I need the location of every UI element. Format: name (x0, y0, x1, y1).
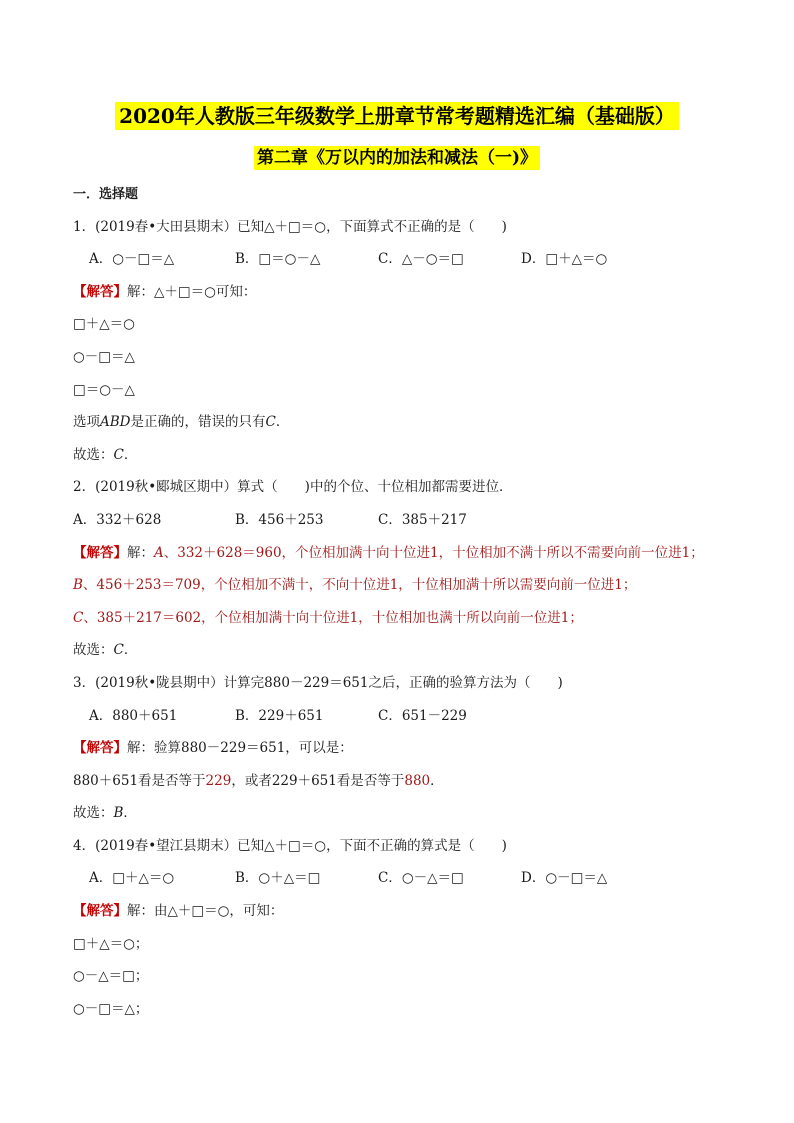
q1-conclusion-abd: ABD (100, 414, 131, 431)
q1-pick-value: C (113, 446, 124, 463)
q1-conclusion-pre: 选项 (73, 414, 100, 431)
q3-stem: 3．(2019秋•陇县期中）计算完880－229＝651之后，正确的验算方法为（ ) (73, 674, 563, 691)
q4-option-d: D．○－□＝△ (521, 870, 608, 887)
q1-step-2: ○－□＝△ (73, 348, 135, 365)
q3-option-b: B．229＋651 (235, 707, 324, 724)
q1-option-d: D．□＋△＝○ (521, 251, 608, 268)
q4-step-1: □＋△＝○； (73, 935, 149, 952)
q2-option-b: B．456＋253 (235, 511, 324, 528)
q2-option-c: C．385＋217 (378, 511, 467, 528)
q1-option-a: A．○－□＝△ (89, 251, 175, 268)
q2-line-c: 、385＋217＝602，个位相加满十向十位进1，十位相加也满十所以向前一位进1； (83, 609, 583, 626)
answer-label: 【解答】 (73, 283, 127, 300)
answer-label: 【解答】 (73, 740, 127, 757)
q4-options (73, 868, 733, 889)
q3-pick-end: ． (123, 805, 137, 822)
q3-check-2-value: 880 (404, 772, 431, 789)
q3-check-2: ，或者229＋651看是否等于 (231, 772, 405, 789)
q4-answer (73, 901, 733, 922)
q3-answer-head: 解：验算880－229＝651，可以是： (127, 740, 353, 757)
q1-conclusion-end: ． (275, 414, 290, 431)
q3-check-1: 880＋651看是否等于 (73, 772, 206, 789)
q1-options (73, 249, 733, 270)
q2-pick (73, 640, 733, 661)
title-wrapper (0, 102, 794, 130)
section-heading: 一．选择题 (73, 187, 139, 202)
q2-option-a: A．332＋628 (73, 511, 162, 528)
answer-label: 【解答】 (73, 903, 127, 920)
q1-pick (73, 445, 733, 466)
q4-option-c: C．○－△＝□ (378, 870, 464, 887)
q4-step-2: ○－△＝□； (73, 968, 149, 985)
q1-stem: 1．(2019春•大田县期末）已知△＋□＝○，下面算式不正确的是（ ) (73, 218, 507, 235)
q3-option-a: A．880＋651 (89, 707, 178, 724)
q3-pick-value: B (113, 805, 124, 822)
q3-check-end: ． (430, 772, 444, 789)
q1-conclusion-mid: 是正确的，错误的只有 (130, 414, 266, 431)
q2-line-a: 、332＋628＝960，个位相加满十向十位进1，十位相加不满十所以不需要向前一位进1； (163, 544, 704, 561)
q3-options (73, 706, 733, 727)
q2-answer-a (73, 543, 733, 564)
q1-option-b: B．□＝○－△ (235, 251, 321, 268)
q4-answer-head: 解：由△＋□＝○，可知： (127, 903, 284, 920)
q3-answer (73, 738, 733, 759)
subtitle-wrapper (0, 146, 794, 170)
q3-pick-pre: 故选： (73, 805, 114, 822)
q2-pick-pre: 故选： (73, 642, 114, 659)
q1-answer-head: 解：△＋□＝○可知： (127, 283, 257, 300)
document-title: 2020年人教版三年级数学上册章节常考题精选汇编（基础版） (115, 102, 679, 130)
q1-conclusion-c: C (265, 414, 276, 431)
q1-answer (73, 282, 733, 303)
q3-option-c: C．651－229 (378, 707, 467, 724)
q3-pick (73, 803, 733, 824)
q4-option-a: A．□＋△＝○ (89, 870, 175, 887)
q4-stem: 4．(2019春•望江县期末）已知△＋□＝○，下面不正确的算式是（ ) (73, 837, 507, 854)
q1-step-1: □＋△＝○ (73, 316, 135, 333)
q4-step-3: ○－□＝△； (73, 1000, 149, 1017)
q1-pick-end: ． (123, 446, 138, 463)
answer-label: 【解答】 (73, 544, 127, 561)
q1-step-3: □＝○－△ (73, 381, 135, 398)
q4-option-b: B．○＋△＝□ (235, 870, 321, 887)
q2-line-a-letter: A (154, 544, 164, 561)
q2-pick-end: ． (123, 642, 138, 659)
q2-answer-c (73, 608, 733, 629)
q2-line-b: 、456＋253＝709，个位相加不满十，不向十位进1，十位相加满十所以需要向前一位进1； (82, 577, 637, 594)
q3-check-1-value: 229 (205, 772, 232, 789)
q2-line-b-letter: B (73, 577, 83, 594)
q1-pick-pre: 故选： (73, 446, 114, 463)
q2-pick-value: C (113, 642, 124, 659)
q1-option-c: C．△－○＝□ (378, 251, 464, 268)
question-content (73, 184, 733, 1031)
q3-check (73, 771, 733, 792)
q2-options (73, 510, 733, 531)
q2-answer-b (73, 575, 733, 596)
q1-conclusion (73, 412, 733, 433)
q2-stem: 2．(2019秋•郾城区期中）算式（ )中的个位、十位相加都需要进位． (73, 479, 513, 496)
q2-answer-head: 解： (127, 544, 154, 561)
chapter-subtitle: 第二章《万以内的加法和减法（一)》 (254, 146, 540, 170)
q2-line-c-letter: C (73, 609, 84, 626)
